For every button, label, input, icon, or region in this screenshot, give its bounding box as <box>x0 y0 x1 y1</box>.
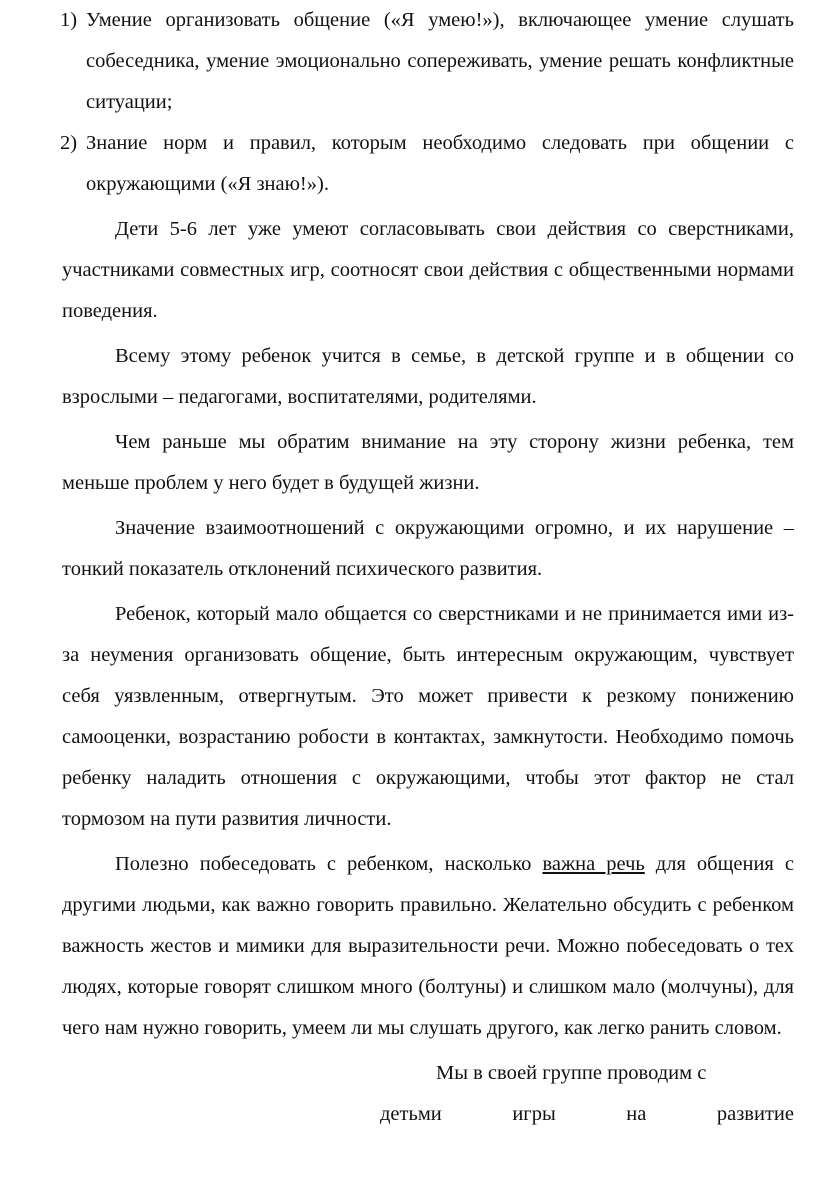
list-item-text: Умение организовать общение («Я умею!»), включающее умение слушать собеседника, умение эмоционально сопереживать, умение решать конфликтные ситуации; <box>86 9 794 113</box>
document-page <box>62 0 794 1135</box>
right-column-line-1: Мы в своей группе проводим с <box>436 1062 707 1084</box>
numbered-list <box>62 0 794 205</box>
speech-text-before: Полезно побеседовать с ребенком, насколько <box>115 853 543 875</box>
list-item-number: 2) <box>60 132 78 154</box>
right-column-text <box>62 1053 794 1135</box>
speech-text-after: для общения с другими людьми, как важно говорить правильно. Желательно обсудить с ребенком важность жестов и мимики для выразительности речи. Можно побеседовать о тех людях, которые говорят слишком много (болтуны) и слишком мало (молчуны), для чего нам нужно говорить, умеем ли мы слушать другого, как легко ранить словом. <box>62 853 795 1039</box>
paragraph-isolated-child: Ребенок, который мало общается со сверстниками и не принимается ими из-за неумения организовать общение, быть интересным окружающим, чувствует себя уязвленным, отвергнутым. Это может привести к резкому понижению самооценки, возрастанию робости в контактах, замкнутости. Необходимо помочь ребенку наладить отношения с окружающими, чтобы этот фактор не стал тормозом на пути развития личности. <box>62 603 794 830</box>
list-item <box>62 0 794 123</box>
paragraph-learning-sources: Всему этому ребенок учится в семье, в детской группе и в общении со взрослыми – педагогами, воспитателями, родителями. <box>62 345 794 408</box>
speech-underlined-phrase: важна речь <box>542 853 645 875</box>
right-column-line-2: детьми игры на развитие <box>380 1103 794 1125</box>
paragraph-peer-interaction: Дети 5-6 лет уже умеют согласовывать свои действия со сверстниками, участниками совместных игр, соотносят свои действия с общественными нормами поведения. <box>62 218 794 322</box>
paragraph-relationships: Значение взаимоотношений с окружающими огромно, и их нарушение – тонкий показатель отклонений психического развития. <box>62 517 794 580</box>
list-item-text: Знание норм и правил, которым необходимо следовать при общении с окружающими («Я знаю!»). <box>86 132 794 195</box>
paragraph-speech-importance <box>62 844 794 1049</box>
list-item-number: 1) <box>60 9 78 31</box>
paragraph-early-attention: Чем раньше мы обратим внимание на эту сторону жизни ребенка, тем меньше проблем у него будет в будущей жизни. <box>62 431 794 494</box>
list-item <box>62 123 794 205</box>
